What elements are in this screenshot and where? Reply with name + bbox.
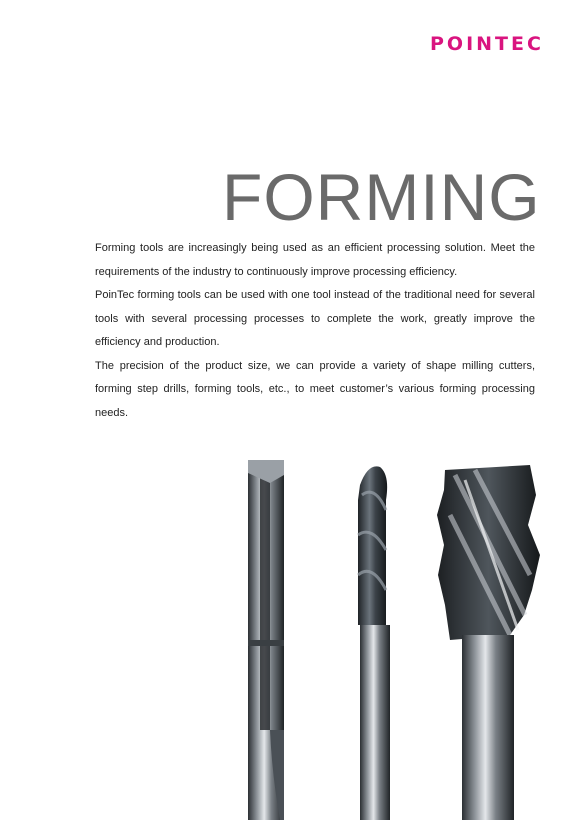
page-title: FORMING <box>222 160 541 234</box>
paragraph-pointec: PoinTec forming tools can be used with one tool instead of the traditional need for several tools with several processing processes to complete the work, greatly improve the efficiency and production. <box>95 289 535 348</box>
straight-flute-tool <box>248 460 284 820</box>
pointec-logo: POINTEC <box>430 33 544 55</box>
forming-tools-photo <box>240 455 560 820</box>
paragraph-intro: Forming tools are increasingly being used as an efficient processing solution. Meet the requirements of the industry to continuously improve processing efficiency. <box>95 242 535 278</box>
paragraph-precision: The precision of the product size, we can provide a variety of shape milling cutters, forming step drills, forming tools, etc., to meet customer’s various forming processing needs. <box>95 359 535 419</box>
step-forming-cutter <box>437 465 540 820</box>
coated-end-mill <box>358 466 390 820</box>
body-text <box>95 237 535 425</box>
